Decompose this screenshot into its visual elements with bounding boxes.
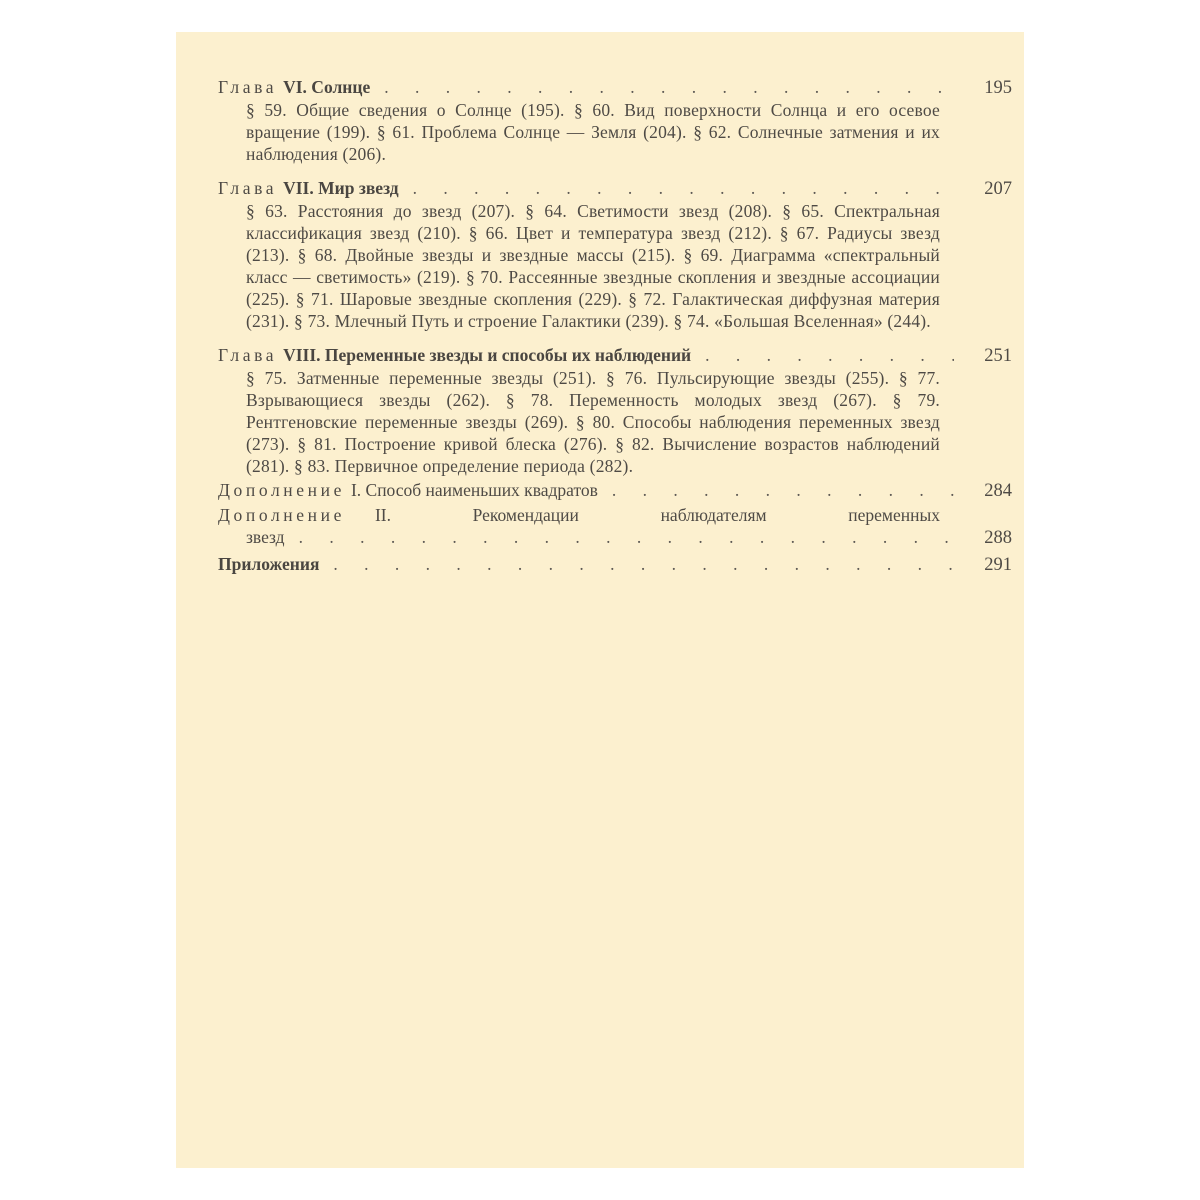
title-word: II. — [374, 505, 391, 525]
chapter-7-sections: § 63. Расстояния до звезд (207). § 64. Светимости звезд (208). § 65. Спектральная классификация звезд (210). § 66. Цвет и температура звезд (212). § 67. Радиусы звезд (213). § 68. Двойные звезды и звездные массы (215). § 69. Диаграмма «спектральный класс — светимость» (219). § 70. Рассеянные звездные скопления и звездные ассоциации (225). § 71. Шаровые звездные скопления (229). § 72. Галактическая диффузная материя (231). § 73. Млечный Путь и строение Галактики (239). § 74. «Большая Вселенная» (244). — [246, 201, 940, 331]
chapter-label: Глава — [218, 178, 278, 198]
dot-leader — [299, 526, 954, 548]
book-page — [176, 32, 1024, 1168]
supplement-2-continuation — [246, 526, 1012, 549]
dot-leader — [333, 553, 954, 575]
page-number: 291 — [984, 555, 1012, 575]
chapter-title: VIII. Переменные звезды и способы их наблюдений — [283, 345, 692, 365]
dot-leader — [413, 177, 954, 199]
table-of-contents — [218, 76, 1012, 576]
page-number: 288 — [984, 528, 1012, 548]
supplement-label: Дополнение — [218, 505, 345, 525]
dot-leader — [612, 479, 954, 501]
toc-entry-chapter-7[interactable] — [218, 177, 1012, 200]
chapter-title: VI. Солнце — [283, 77, 371, 97]
chapter-8-sections: § 75. Затменные переменные звезды (251). § 76. Пульсирующие звезды (255). § 77. Взрывающиеся звезды (262). § 78. Переменность молодых звезд (267). § 79. Рентгеновские переменные звезды (269). § 80. Способы наблюдения переменных звезд (273). § 81. Построение кривой блеска (276). § 82. Вычисление возрастов наблюдений (281). § 83. Первичное определение периода (282). — [246, 368, 940, 476]
supplement-label: Дополнение — [218, 480, 345, 500]
toc-entry-supplement-2[interactable] — [218, 504, 1012, 549]
toc-entry-chapter-8[interactable] — [218, 344, 1012, 367]
supplement-title: I. Способ наименьших квадратов — [350, 480, 598, 500]
supplement-2-line — [218, 504, 940, 526]
toc-entry-appendix[interactable] — [218, 553, 1012, 576]
page-number: 284 — [984, 481, 1012, 501]
chapter-label: Глава — [218, 77, 278, 97]
title-word: наблюдателям — [660, 505, 767, 525]
appendix-title: Приложения — [218, 554, 320, 574]
supplement-title — [375, 504, 940, 526]
chapter-6-sections: § 59. Общие сведения о Солнце (195). § 60. Вид поверхности Солнца и его осевое вращение (199). § 61. Проблема Солнце — Земля (204). § 62. Солнечные затмения и их наблюдения (206). — [246, 100, 940, 164]
page-number: 251 — [984, 346, 1012, 366]
dot-leader — [384, 76, 954, 98]
page-number: 195 — [984, 78, 1012, 98]
supplement-title-continuation: звезд — [246, 527, 285, 547]
chapter-label: Глава — [218, 345, 278, 365]
toc-entry-supplement-1[interactable] — [218, 479, 1012, 502]
chapter-title: VII. Мир звезд — [283, 178, 399, 198]
page-number: 207 — [984, 179, 1012, 199]
toc-entry-chapter-6[interactable] — [218, 76, 1012, 99]
title-word: переменных — [848, 505, 940, 525]
dot-leader — [705, 344, 954, 366]
title-word: Рекомендации — [472, 505, 579, 525]
